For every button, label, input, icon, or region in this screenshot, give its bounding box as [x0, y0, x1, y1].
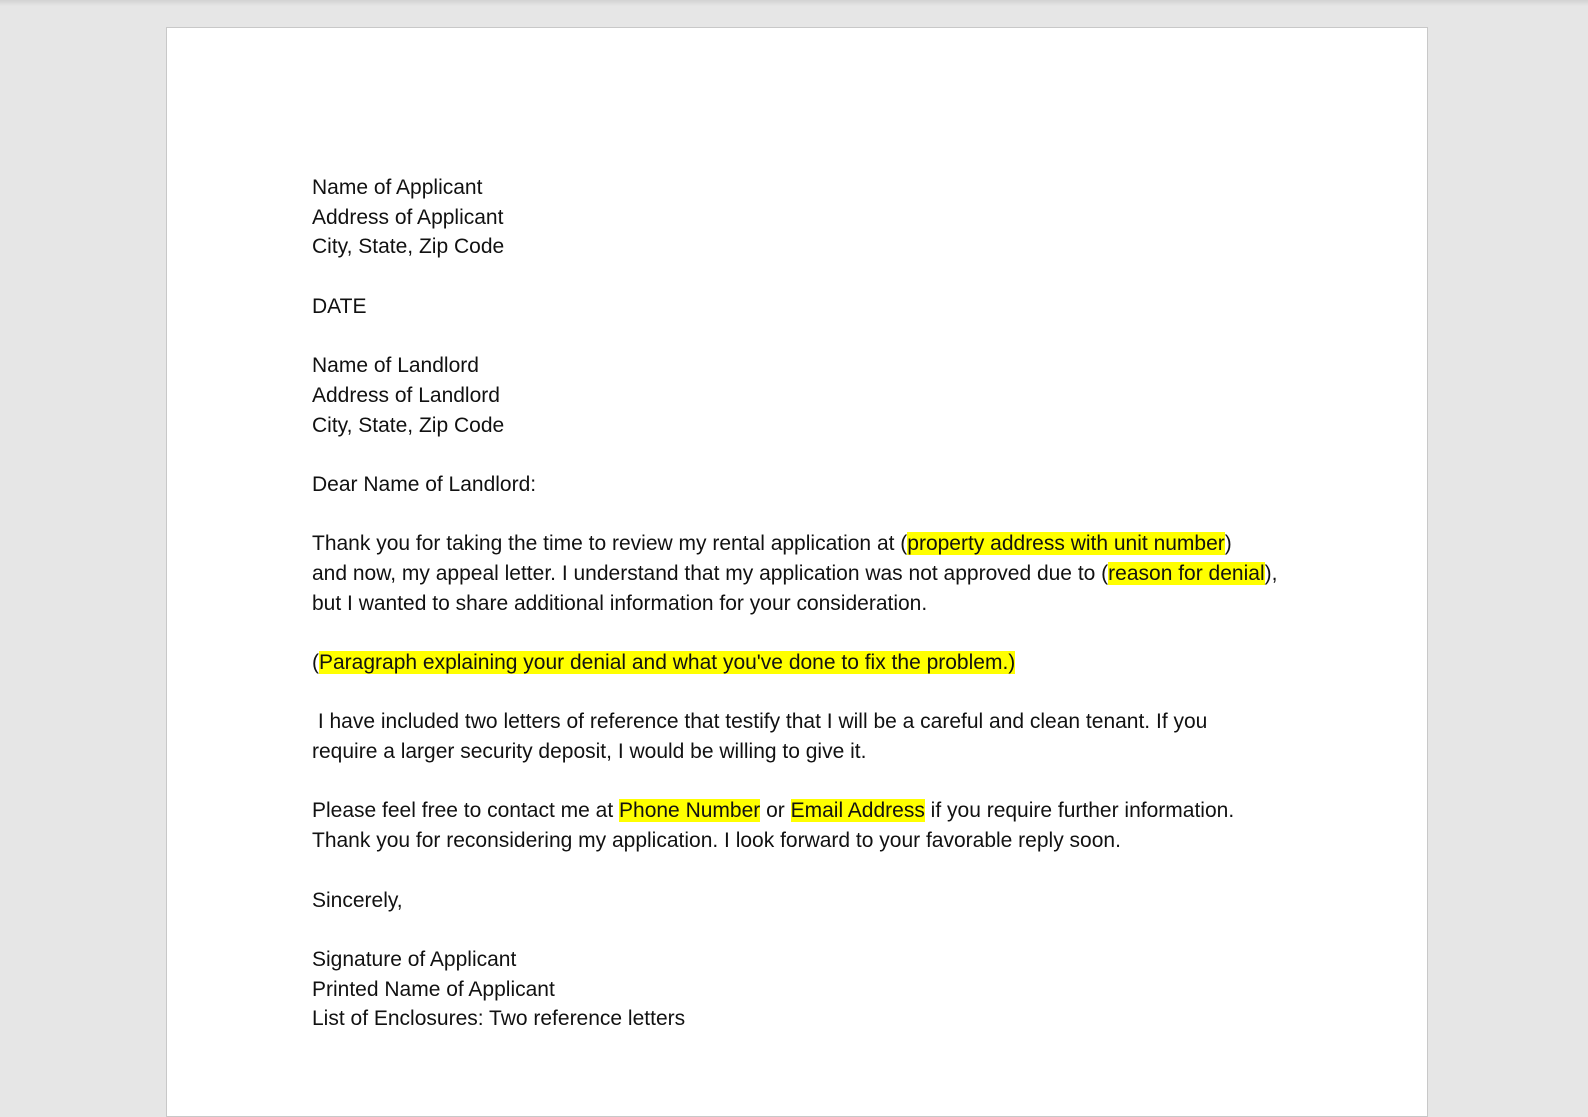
- highlight-phone-number: Phone Number: [619, 799, 761, 823]
- recipient-name: Name of Landlord: [312, 354, 479, 378]
- text-span: Please feel free to contact me at: [312, 799, 620, 823]
- letter-date: DATE: [312, 294, 367, 318]
- highlight-email-address: Email Address: [790, 799, 925, 823]
- spacer: [312, 767, 1312, 797]
- printed-name-line: Printed Name of Applicant: [312, 977, 555, 1001]
- letter-body[interactable]: [312, 173, 1312, 1034]
- paragraph-1-line-2: [312, 559, 1312, 589]
- spacer: [312, 262, 1312, 292]
- paragraph-2: [312, 648, 1312, 678]
- spacer: [312, 618, 1312, 648]
- paragraph-3-line-1: I have included two letters of reference that testify that I will be a careful and clean tenant. If you: [312, 710, 1208, 734]
- sender-name: Name of Applicant: [312, 176, 483, 199]
- text-span: ),: [1264, 561, 1278, 585]
- paragraph-1-line-1: [312, 529, 1312, 559]
- signature-line: Signature of Applicant: [312, 947, 517, 971]
- window-top-shadow: [0, 0, 1588, 6]
- recipient-city: City, State, Zip Code: [312, 413, 505, 437]
- paragraph-4-line-2: Thank you for reconsidering my application. I look forward to your favorable reply soon.: [312, 829, 1121, 853]
- text-span: (: [312, 651, 319, 674]
- closing: Sincerely,: [312, 888, 403, 912]
- spacer: [312, 678, 1312, 708]
- sender-city: City, State, Zip Code: [312, 235, 505, 259]
- paragraph-1-line-3: but I wanted to share additional information for your consideration.: [312, 591, 928, 615]
- document-page[interactable]: [166, 27, 1428, 1117]
- paragraph-4-line-1: [312, 796, 1312, 826]
- highlight-property-address: property address with unit number: [907, 532, 1225, 556]
- text-span: or: [760, 799, 791, 823]
- spacer: [312, 500, 1312, 530]
- text-span: if you require further information.: [924, 799, 1235, 823]
- text-span: ): [1224, 532, 1232, 556]
- text-span: and now, my appeal letter. I understand that my application was not approved due to (: [312, 561, 1109, 585]
- text-span: Thank you for taking the time to review my rental application at (: [312, 532, 908, 556]
- sender-address: Address of Applicant: [312, 205, 504, 229]
- spacer: [312, 440, 1312, 470]
- highlight-explanation-paragraph: Paragraph explaining your denial and what you've done to fix the problem.): [319, 651, 1016, 674]
- salutation: Dear Name of Landlord:: [312, 472, 537, 496]
- paragraph-3-line-2: require a larger security deposit, I would be willing to give it.: [312, 740, 867, 764]
- enclosures-line: List of Enclosures: Two reference letters: [312, 1007, 686, 1031]
- recipient-address: Address of Landlord: [312, 383, 500, 407]
- spacer: [312, 856, 1312, 886]
- spacer: [312, 321, 1312, 351]
- spacer: [312, 915, 1312, 945]
- highlight-reason-for-denial: reason for denial: [1108, 561, 1265, 585]
